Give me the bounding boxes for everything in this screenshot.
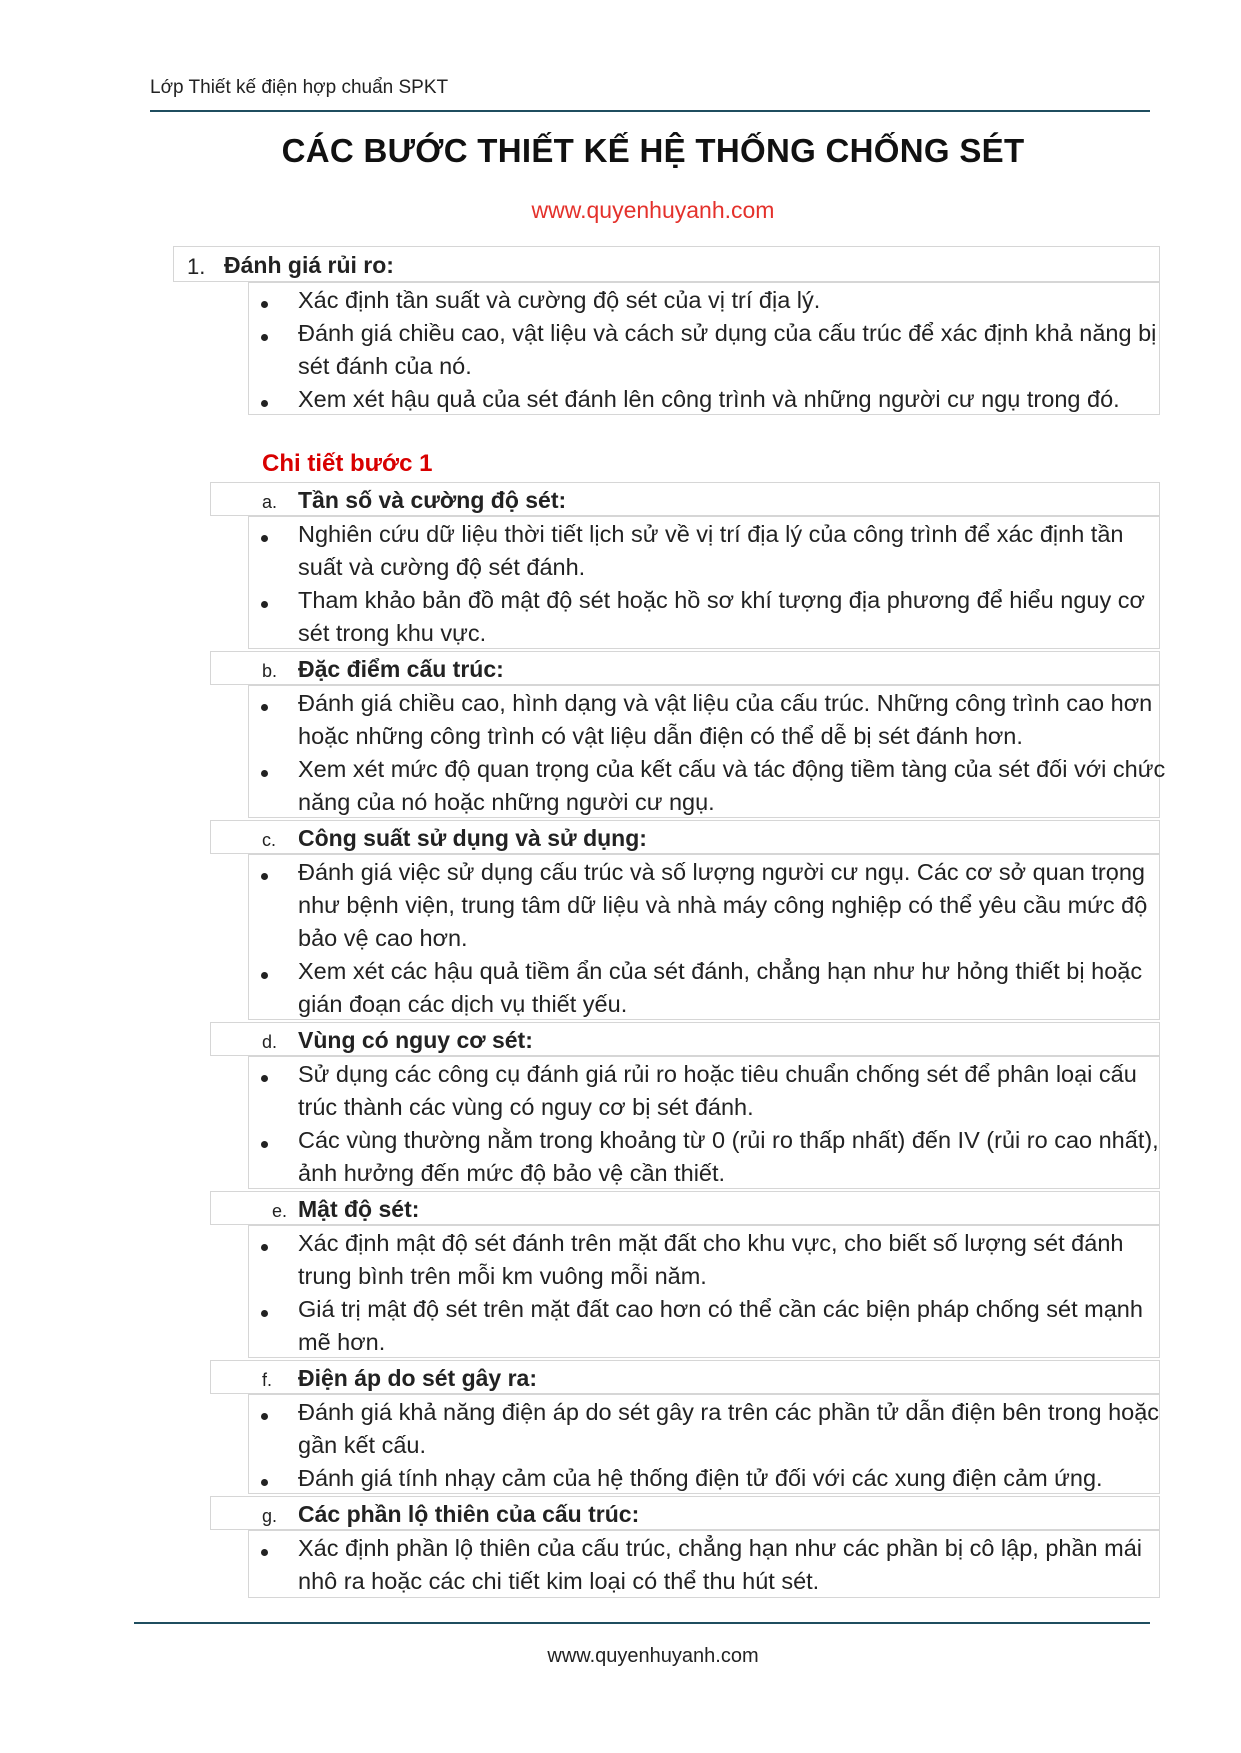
bullet-icon [261,601,268,608]
bullet-text: Đánh giá tính nhạy cảm của hệ thống điện tử đối với các xung điện cảm ứng. [298,1465,1103,1491]
bullet-icon [261,334,268,341]
footer-website[interactable]: www.quyenhuyanh.com [547,1645,759,1667]
bullet-icon [261,301,268,308]
bullet-text: Tham khảo bản đồ mật độ sét hoặc hồ sơ khí tượng địa phương để hiểu nguy cơ sét trong khu vực. [298,587,1145,646]
bullet-icon [261,1549,268,1556]
subsection-letter: c. [262,830,277,850]
website-link[interactable]: www.quyenhuyanh.com [531,197,775,223]
subsection-heading: Đặc điểm cấu trúc: [298,656,504,682]
subsection-letter: b. [262,661,278,681]
bullet-text: Nghiên cứu dữ liệu thời tiết lịch sử về vị trí địa lý của công trình để xác định tần suất và cường độ sét đánh. [298,521,1124,580]
bullet-text: Đánh giá chiều cao, vật liệu và cách sử dụng của cấu trúc để xác định khả năng bị sét đánh của nó. [298,320,1157,379]
subsection-heading: Công suất sử dụng và sử dụng: [298,825,647,851]
bullet-text: Đánh giá chiều cao, hình dạng và vật liệu của cấu trúc. Những công trình cao hơn hoặc những công trình có vật liệu dẫn điện có thể dễ bị sét đánh hơn. [298,690,1153,749]
subsection-heading: Điện áp do sét gây ra: [298,1365,538,1391]
subsection-letter: d. [262,1032,278,1052]
bullet-icon [261,770,268,777]
bullet-text: Xác định mật độ sét đánh trên mặt đất cho khu vực, cho biết số lượng sét đánh trung bình trên mỗi km vuông mỗi năm. [298,1230,1124,1289]
bullet-text: Xem xét mức độ quan trọng của kết cấu và tác động tiềm tàng của sét đối với chức năng của nó hoặc những người cư ngụ. [298,756,1166,815]
subsection-heading: Tần số và cường độ sét: [298,487,567,513]
section-number: 1. [187,254,206,279]
bullet-text: Sử dụng các công cụ đánh giá rủi ro hoặc tiêu chuẩn chống sét để phân loại cấu trúc thành các vùng có nguy cơ bị sét đánh. [298,1061,1137,1120]
bullet-text: Xác định phần lộ thiên của cấu trúc, chẳng hạn như các phần bị cô lập, phần mái nhô ra hoặc các chi tiết kim loại có thể thu hút sét. [298,1535,1143,1594]
bullet-icon [261,1141,268,1148]
subsection-letter: f. [262,1370,273,1390]
bullet-icon [261,1075,268,1082]
subsection-letter: e. [272,1201,288,1221]
bullet-icon [261,1310,268,1317]
page-header: Lớp Thiết kế điện hợp chuẩn SPKT [150,77,449,98]
bullet-icon [261,1244,268,1251]
bullet-text: Đánh giá việc sử dụng cấu trúc và số lượng người cư ngụ. Các cơ sở quan trọng như bệnh viện, trung tâm dữ liệu và nhà máy công nghiệp có thể yêu cầu mức độ bảo vệ cao hơn. [298,859,1148,951]
section-heading: Đánh giá rủi ro: [224,252,394,278]
bullet-icon [261,704,268,711]
bullet-icon [261,535,268,542]
subsection-letter: g. [262,1506,278,1526]
subsection-heading: Vùng có nguy cơ sét: [298,1027,533,1053]
subsection-letter: a. [262,492,278,512]
bullet-icon [261,400,268,407]
page-title: CÁC BƯỚC THIẾT KẾ HỆ THỐNG CHỐNG SÉT [281,132,1025,169]
bullet-icon [261,972,268,979]
bullet-text: Xem xét các hậu quả tiềm ẩn của sét đánh, chẳng hạn như hư hỏng thiết bị hoặc gián đoạn các dịch vụ thiết yếu. [298,958,1143,1017]
bullet-icon [261,873,268,880]
bullet-icon [261,1479,268,1486]
detail-title: Chi tiết bước 1 [262,450,433,477]
bullet-text: Giá trị mật độ sét trên mặt đất cao hơn có thể cần các biện pháp chống sét mạnh mẽ hơn. [298,1296,1143,1355]
bullet-text: Các vùng thường nằm trong khoảng từ 0 (rủi ro thấp nhất) đến IV (rủi ro cao nhất), ảnh hưởng đến mức độ bảo vệ cần thiết. [298,1127,1159,1186]
bullet-text: Xác định tần suất và cường độ sét của vị trí địa lý. [298,287,821,313]
footer-rule [134,1622,1150,1624]
bullet-text: Xem xét hậu quả của sét đánh lên công trình và những người cư ngụ trong đó. [298,386,1120,412]
subsection-heading: Mật độ sét: [298,1196,420,1222]
bullet-text: Đánh giá khả năng điện áp do sét gây ra trên các phần tử dẫn điện bên trong hoặc gần kết cấu. [298,1399,1160,1458]
subsection-heading: Các phần lộ thiên của cấu trúc: [298,1501,640,1527]
bullet-icon [261,1413,268,1420]
